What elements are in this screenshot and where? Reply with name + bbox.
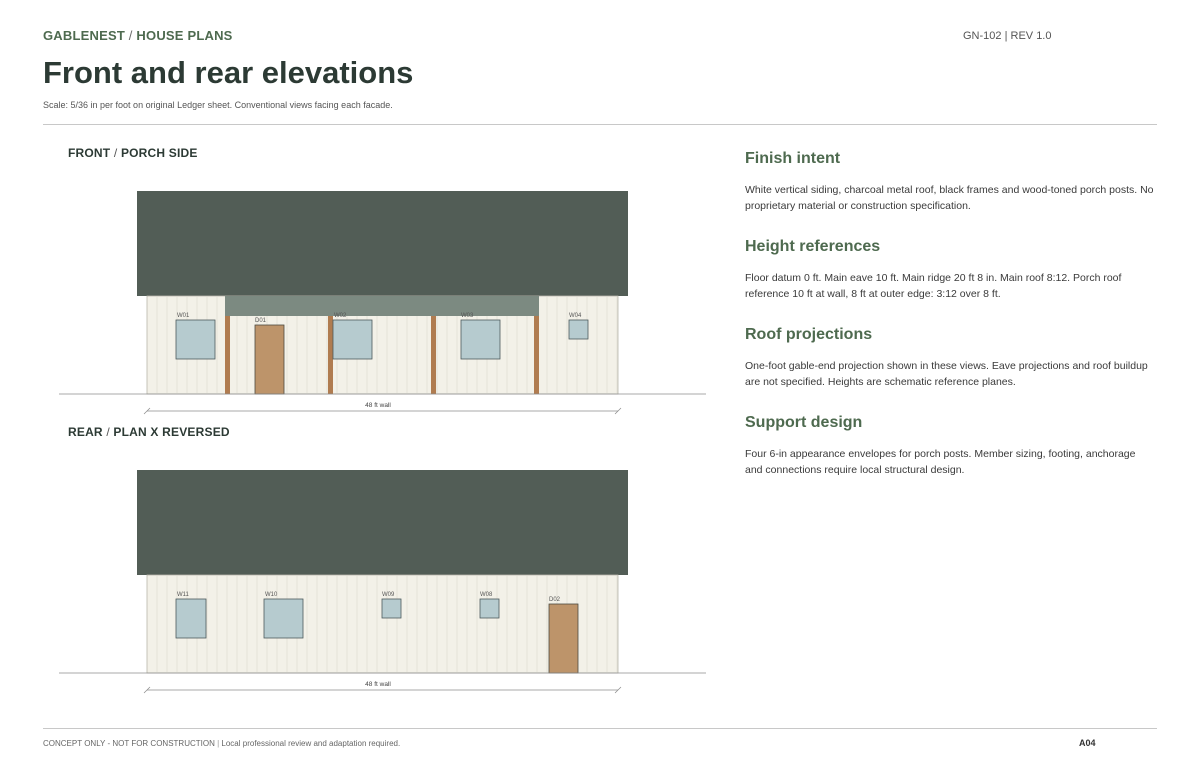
front-dimension-label: 48 ft wall	[365, 402, 391, 409]
page-title: Front and rear elevations	[43, 55, 414, 90]
window-w03	[461, 313, 500, 359]
brand-name: GABLENEST	[43, 28, 125, 43]
door-d02	[549, 597, 578, 673]
scale-note: Scale: 5/36 in per foot on original Ledger sheet. Conventional views facing each facade.	[43, 100, 393, 110]
opening-label: W01	[177, 313, 190, 319]
note-block	[745, 414, 1155, 492]
opening-label: W02	[334, 313, 347, 319]
front-main-roof	[137, 191, 628, 296]
window-w02	[333, 313, 372, 359]
sheet-number: A04	[1079, 738, 1096, 748]
front-view-label: FRONT	[68, 146, 111, 160]
rear-elevation	[0, 439, 720, 699]
header-divider	[43, 124, 1157, 125]
window-w10	[264, 592, 303, 638]
rear-view-title: REAR / PLAN X REVERSED	[68, 425, 230, 439]
footer-divider	[43, 728, 1157, 729]
front-porch-roof	[225, 296, 539, 316]
front-view-title: FRONT / PORCH SIDE	[68, 146, 198, 160]
rear-main-roof	[137, 470, 628, 575]
note-heading: Height references	[745, 238, 881, 255]
opening-label: W09	[382, 592, 395, 598]
rear-view-sublabel: PLAN X REVERSED	[113, 425, 230, 439]
footer-note: CONCEPT ONLY - NOT FOR CONSTRUCTION | Local professional review and adaptation required.	[43, 739, 401, 748]
note-block	[745, 150, 1155, 228]
note-heading: Roof projections	[745, 326, 873, 343]
rear-view-label: REAR	[68, 425, 103, 439]
note-block	[745, 326, 1155, 404]
footer-review-note: Local professional review and adaptation required.	[221, 739, 401, 748]
opening-label: D01	[255, 318, 267, 324]
revision: REV 1.0	[1010, 30, 1052, 42]
notes-panel	[745, 140, 1155, 492]
note-heading: Finish intent	[745, 150, 841, 167]
brand-breadcrumb: GABLENEST / HOUSE PLANS	[43, 28, 233, 43]
section-name: HOUSE PLANS	[136, 28, 233, 43]
opening-label: D02	[549, 597, 561, 603]
opening-label: W11	[177, 592, 189, 598]
rear-dimension-label: 48 ft wall	[365, 681, 391, 688]
porch-post	[431, 316, 436, 394]
opening-label: W03	[461, 313, 474, 319]
footer-disclaimer: CONCEPT ONLY - NOT FOR CONSTRUCTION	[43, 739, 215, 748]
opening-label: W10	[265, 592, 278, 598]
porch-post	[328, 316, 333, 394]
rear-wall	[147, 575, 618, 673]
opening-label: W08	[480, 592, 493, 598]
doc-code: GN-102	[963, 30, 1002, 42]
note-block	[745, 238, 1155, 316]
front-elevation	[0, 160, 720, 420]
note-body: Floor datum 0 ft. Main eave 10 ft. Main ridge 20 ft 8 in. Main roof 8:12. Porch roof reference 10 ft at wall, 8 ft at outer edge: 3:12 over 8 ft.	[745, 272, 1122, 300]
note-heading: Support design	[745, 414, 863, 431]
note-body: One-foot gable-end projection shown in these views. Eave projections and roof buildup are not specified. Heights are schematic reference planes.	[745, 360, 1148, 388]
front-view-sublabel: PORCH SIDE	[120, 146, 198, 160]
note-body: Four 6-in appearance envelopes for porch posts. Member sizing, footing, anchorage and connections require local structural design.	[745, 448, 1136, 476]
note-body: White vertical siding, charcoal metal roof, black frames and wood-toned porch posts. No proprietary material or construction specification.	[745, 184, 1154, 212]
document-reference: GN-102 | REV 1.0	[963, 30, 1052, 42]
opening-label: W04	[569, 313, 582, 319]
porch-post	[225, 316, 230, 394]
door-d01	[255, 318, 284, 394]
window-w11	[176, 592, 206, 638]
porch-post	[534, 316, 539, 394]
window-w01	[176, 313, 215, 359]
